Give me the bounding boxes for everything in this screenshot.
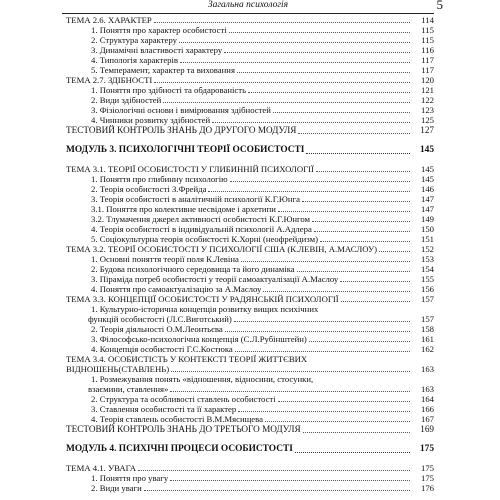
toc-page-number: 175 [419,444,434,454]
toc-entry-title: 3. Ставлення особистості та її характер [91,404,237,414]
toc-entry-item [62,344,434,354]
toc-page-number: 146 [420,184,434,194]
toc-entry-title: 4. Поняття про самоактуалізацію за А.Маслоу [91,284,262,294]
dot-leader [154,22,410,23]
dot-leader [248,92,410,93]
toc-page-number: 176 [420,483,434,493]
toc-entry-item [62,85,434,95]
toc-entry-title: ТЕМА 3.1. ТЕОРІЇ ОСОБИСТОСТІ У ГЛИБИННІЙ ПСИХОЛОГІЇ [66,164,314,174]
toc-entry-title: 4. Чинники розвитку здібностей [91,115,211,125]
dot-leader [314,231,410,232]
toc-page-number: 162 [420,344,434,354]
toc-entry-title: 5. Соціокультурна теорія особистості К.Хорні (неофрейдизм) [91,234,318,244]
toc-entry-item [62,174,434,184]
toc-page-number: 116 [421,45,434,55]
toc-entry-item [62,95,434,105]
toc-entry-item [62,214,434,224]
toc-entry-item [62,394,434,404]
toc-entry-item [62,414,434,424]
toc-entry-title: взаємини, ставлення» [88,384,169,394]
toc-entry-item [62,55,434,65]
toc-entry-title: 4. Теорія ставлень особистості В.М.Мясищева [91,414,264,424]
toc-page-number: 163 [420,384,434,394]
toc-entry-title: 3. Філософсько-психологічна концепція (С.Л.Рубінштейн) [91,334,307,344]
toc-entry-title: 3. Фізіологічні основи і вимірювання здібностей [91,105,271,115]
dot-leader [278,211,410,212]
toc-entry-title: ТЕСТОВИЙ КОНТРОЛЬ ЗНАНЬ ДО ДРУГОГО МОДУЛЯ [66,125,297,135]
toc-page-number: 145 [420,174,434,184]
toc-page-number: 147 [420,194,434,204]
dot-leader [163,102,410,103]
dot-leader [309,341,410,342]
toc-entry-theme [62,164,434,174]
toc-entry-item [62,65,434,75]
toc-entry-item [62,264,434,274]
toc-entry-item [62,184,434,194]
toc-page-number: 115 [421,35,434,45]
dot-leader [170,391,410,392]
toc-page-number: 145 [419,145,434,155]
dot-leader [235,351,410,352]
toc-page-number: 167 [420,414,434,424]
dot-leader [295,452,410,453]
toc-entry-title: 2. Теорія діяльності О.М.Леонтьєва [91,324,223,334]
toc-entry-title: ТЕМА 3.3. КОНЦЕПЦІЇ ОСОБИСТОСТІ У РАДЯНСЬКІЙ ПСИХОЛОГІЇ [66,294,339,304]
toc-page-number: 121 [420,85,434,95]
toc-entry-title: 1. Поняття про увагу [91,473,169,483]
toc-entry-title: 1. Основні поняття теорії поля К.Левіна [91,254,239,264]
toc-page-number: 161 [420,334,434,344]
toc-entry-item [62,334,434,344]
toc-entry-title: 3.2. Тлумачення джерел активності особистості К.Г.Юнгом [91,214,311,224]
dot-leader [379,251,410,252]
toc-page-number: 145 [420,164,434,174]
dot-leader [224,52,410,53]
dot-leader [238,411,410,412]
toc-page-number: 154 [420,264,434,274]
toc-entry-title: ТЕМА 3.4. ОСОБИСТІСТЬ У КОНТЕКСТІ ТЕОРІЇ ЖИТТЄВИХ [66,354,308,364]
toc-entry-theme [62,354,434,364]
dot-leader [144,490,410,491]
toc-entry-theme [62,15,434,25]
toc-page-number: 150 [420,224,434,234]
dot-leader [208,191,410,192]
dot-leader [180,62,410,63]
toc-entry-title: 2. Будова психологічного середовища та його динаміка [91,264,295,274]
dot-leader [229,32,410,33]
dot-leader [273,112,410,113]
dot-leader [320,241,410,242]
toc-entry-item [62,324,434,334]
toc-entry-item [62,254,434,264]
toc-entry-item [62,284,434,294]
dot-leader [170,480,410,481]
toc-entry-theme [62,244,434,254]
toc-page-number: 163 [420,364,434,374]
page-number: 5 [436,0,443,12]
toc-entry-title: ТЕМА 3.2. ТЕОРІЇ ОСОБИСТОСТІ У ПСИХОЛОГІЇ США (К.ЛЕВІН, А.МАСЛОУ) [66,244,378,254]
toc-entry-title: 1. Поняття про глибинну психологію [91,174,228,184]
toc-entry-title: ВІДНОШЕНЬ(СТАВЛЕНЬ) [66,364,170,374]
dot-leader [171,371,410,372]
toc-page-number: 117 [421,65,434,75]
dot-leader [230,181,410,182]
toc-entry-cont [62,314,434,324]
table-of-contents [62,15,434,493]
dot-leader [212,122,410,123]
toc-entry-item [62,224,434,234]
toc-entry-title: 1. Поняття про характер особистості [91,25,227,35]
toc-page-number: 114 [421,15,434,25]
toc-entry-title: 2. Види уваги [91,483,142,493]
dot-leader [237,72,410,73]
running-header [62,0,434,14]
toc-page-number: 120 [420,75,434,85]
dot-leader [298,133,410,134]
toc-page-number: 157 [420,294,434,304]
dot-leader [340,281,410,282]
toc-page-number: 155 [420,274,434,284]
toc-entry-item [62,304,434,314]
toc-entry-item [62,45,434,55]
dot-leader [312,221,410,222]
toc-page-number: 175 [420,473,434,483]
toc-entry-title: 4. Типологія характерів [91,55,179,65]
dot-leader [263,291,410,292]
toc-entry-title: 2. Структура характеру [91,35,177,45]
toc-entry-title: 3. Теорія особистості в аналітичній психології К.Г.Юнга [91,194,300,204]
toc-entry-item [62,25,434,35]
dot-leader [225,331,410,332]
toc-page-number: 127 [420,125,434,135]
toc-entry-item [62,274,434,284]
toc-entry-module [62,144,434,156]
toc-page-number: 152 [420,244,434,254]
toc-entry-module [62,443,434,455]
dot-leader [316,171,410,172]
toc-entry-title: МОДУЛЬ 4. ПСИХІЧНІ ПРОЦЕСИ ОСОБИСТОСТІ [66,444,293,454]
toc-page-number: 169 [420,424,434,434]
toc-entry-item [62,404,434,414]
toc-entry-title: 1. Культурно-історична концепція розвитку вищих психічних [91,304,319,314]
toc-entry-title: 4. Теорія особистості в індивідуальній психології А.Адлера [91,224,312,234]
toc-entry-title: функцій особистості (Л.С.Виготський) [88,314,232,324]
toc-page-number: 166 [420,404,434,414]
toc-entry-title: 3. Піраміда потреб особистості у теорії самоактуалізації А.Маслоу [91,274,339,284]
toc-page-number: 123 [420,105,434,115]
toc-entry-control [62,125,434,136]
dot-leader [241,261,410,262]
toc-entry-item [62,374,434,384]
toc-entry-item [62,234,434,244]
toc-page-number: 125 [420,115,434,125]
toc-entry-item [62,115,434,125]
toc-entry-item [62,483,434,493]
toc-entry-title: 2. Структура та особливості ставлень особистості [91,394,276,404]
dot-leader [341,301,410,302]
toc-page-number: 153 [420,254,434,264]
toc-entry-title: 3.1. Поняття про колективне несвідоме і архетипи [91,204,276,214]
toc-page-number: 151 [420,234,434,244]
dot-leader [306,153,410,154]
toc-entry-item [62,204,434,214]
toc-entry-cont [62,384,434,394]
toc-page-number: 157 [420,314,434,324]
toc-page-number: 158 [420,324,434,334]
dot-leader [179,42,410,43]
toc-page-number: 115 [421,25,434,35]
toc-entry-title: 2. Теорія особистості З.Фрейда [91,184,207,194]
toc-entry-title: МОДУЛЬ 3. ПСИХОЛОГІЧНІ ТЕОРІЇ ОСОБИСТОСТІ [66,145,305,155]
toc-entry-title: 4. Концепція особистості Г.С.Костюка [91,344,233,354]
toc-page-number: 117 [421,55,434,65]
toc-entry-title: ТЕМА 2.7. ЗДІБНОСТІ [66,75,153,85]
toc-entry-theme [62,364,434,374]
toc-page-number: 156 [420,284,434,294]
dot-leader [234,321,410,322]
toc-page-number: 147 [420,204,434,214]
toc-entry-title: 2. Види здібностей [91,95,162,105]
toc-entry-item [62,194,434,204]
toc-entry-control [62,424,434,435]
dot-leader [265,421,410,422]
toc-page-number: 122 [420,95,434,105]
toc-entry-title: 1. Розмежування понять «відношення, відносини, стосунки, [91,374,314,384]
toc-entry-title: 1. Поняття про здібності та обдарованість [91,85,247,95]
toc-entry-title: ТЕСТОВИЙ КОНТРОЛЬ ЗНАНЬ ДО ТРЕТЬОГО МОДУЛЯ [66,424,301,434]
toc-page-number: 164 [420,394,434,404]
toc-page-number: 149 [420,214,434,224]
toc-entry-item [62,473,434,483]
toc-entry-item [62,35,434,45]
toc-entry-theme [62,294,434,304]
toc-entry-title: ТЕМА 4.1. УВАГА [66,463,137,473]
toc-entry-title: ТЕМА 2.6. ХАРАКТЕР [66,15,152,25]
toc-entry-title: 3. Динамічні властивості характеру [91,45,223,55]
toc-page-number: 175 [420,463,434,473]
dot-leader [138,470,410,471]
dot-leader [297,271,410,272]
toc-entry-item [62,105,434,115]
dot-leader [154,82,410,83]
dot-leader [302,201,410,202]
dot-leader [303,432,410,433]
running-header-title: Загальна психологія [207,0,289,10]
toc-entry-theme [62,463,434,473]
toc-entry-theme [62,75,434,85]
toc-entry-title: 5. Темперамент, характер та виховання [91,65,235,75]
dot-leader [278,401,410,402]
